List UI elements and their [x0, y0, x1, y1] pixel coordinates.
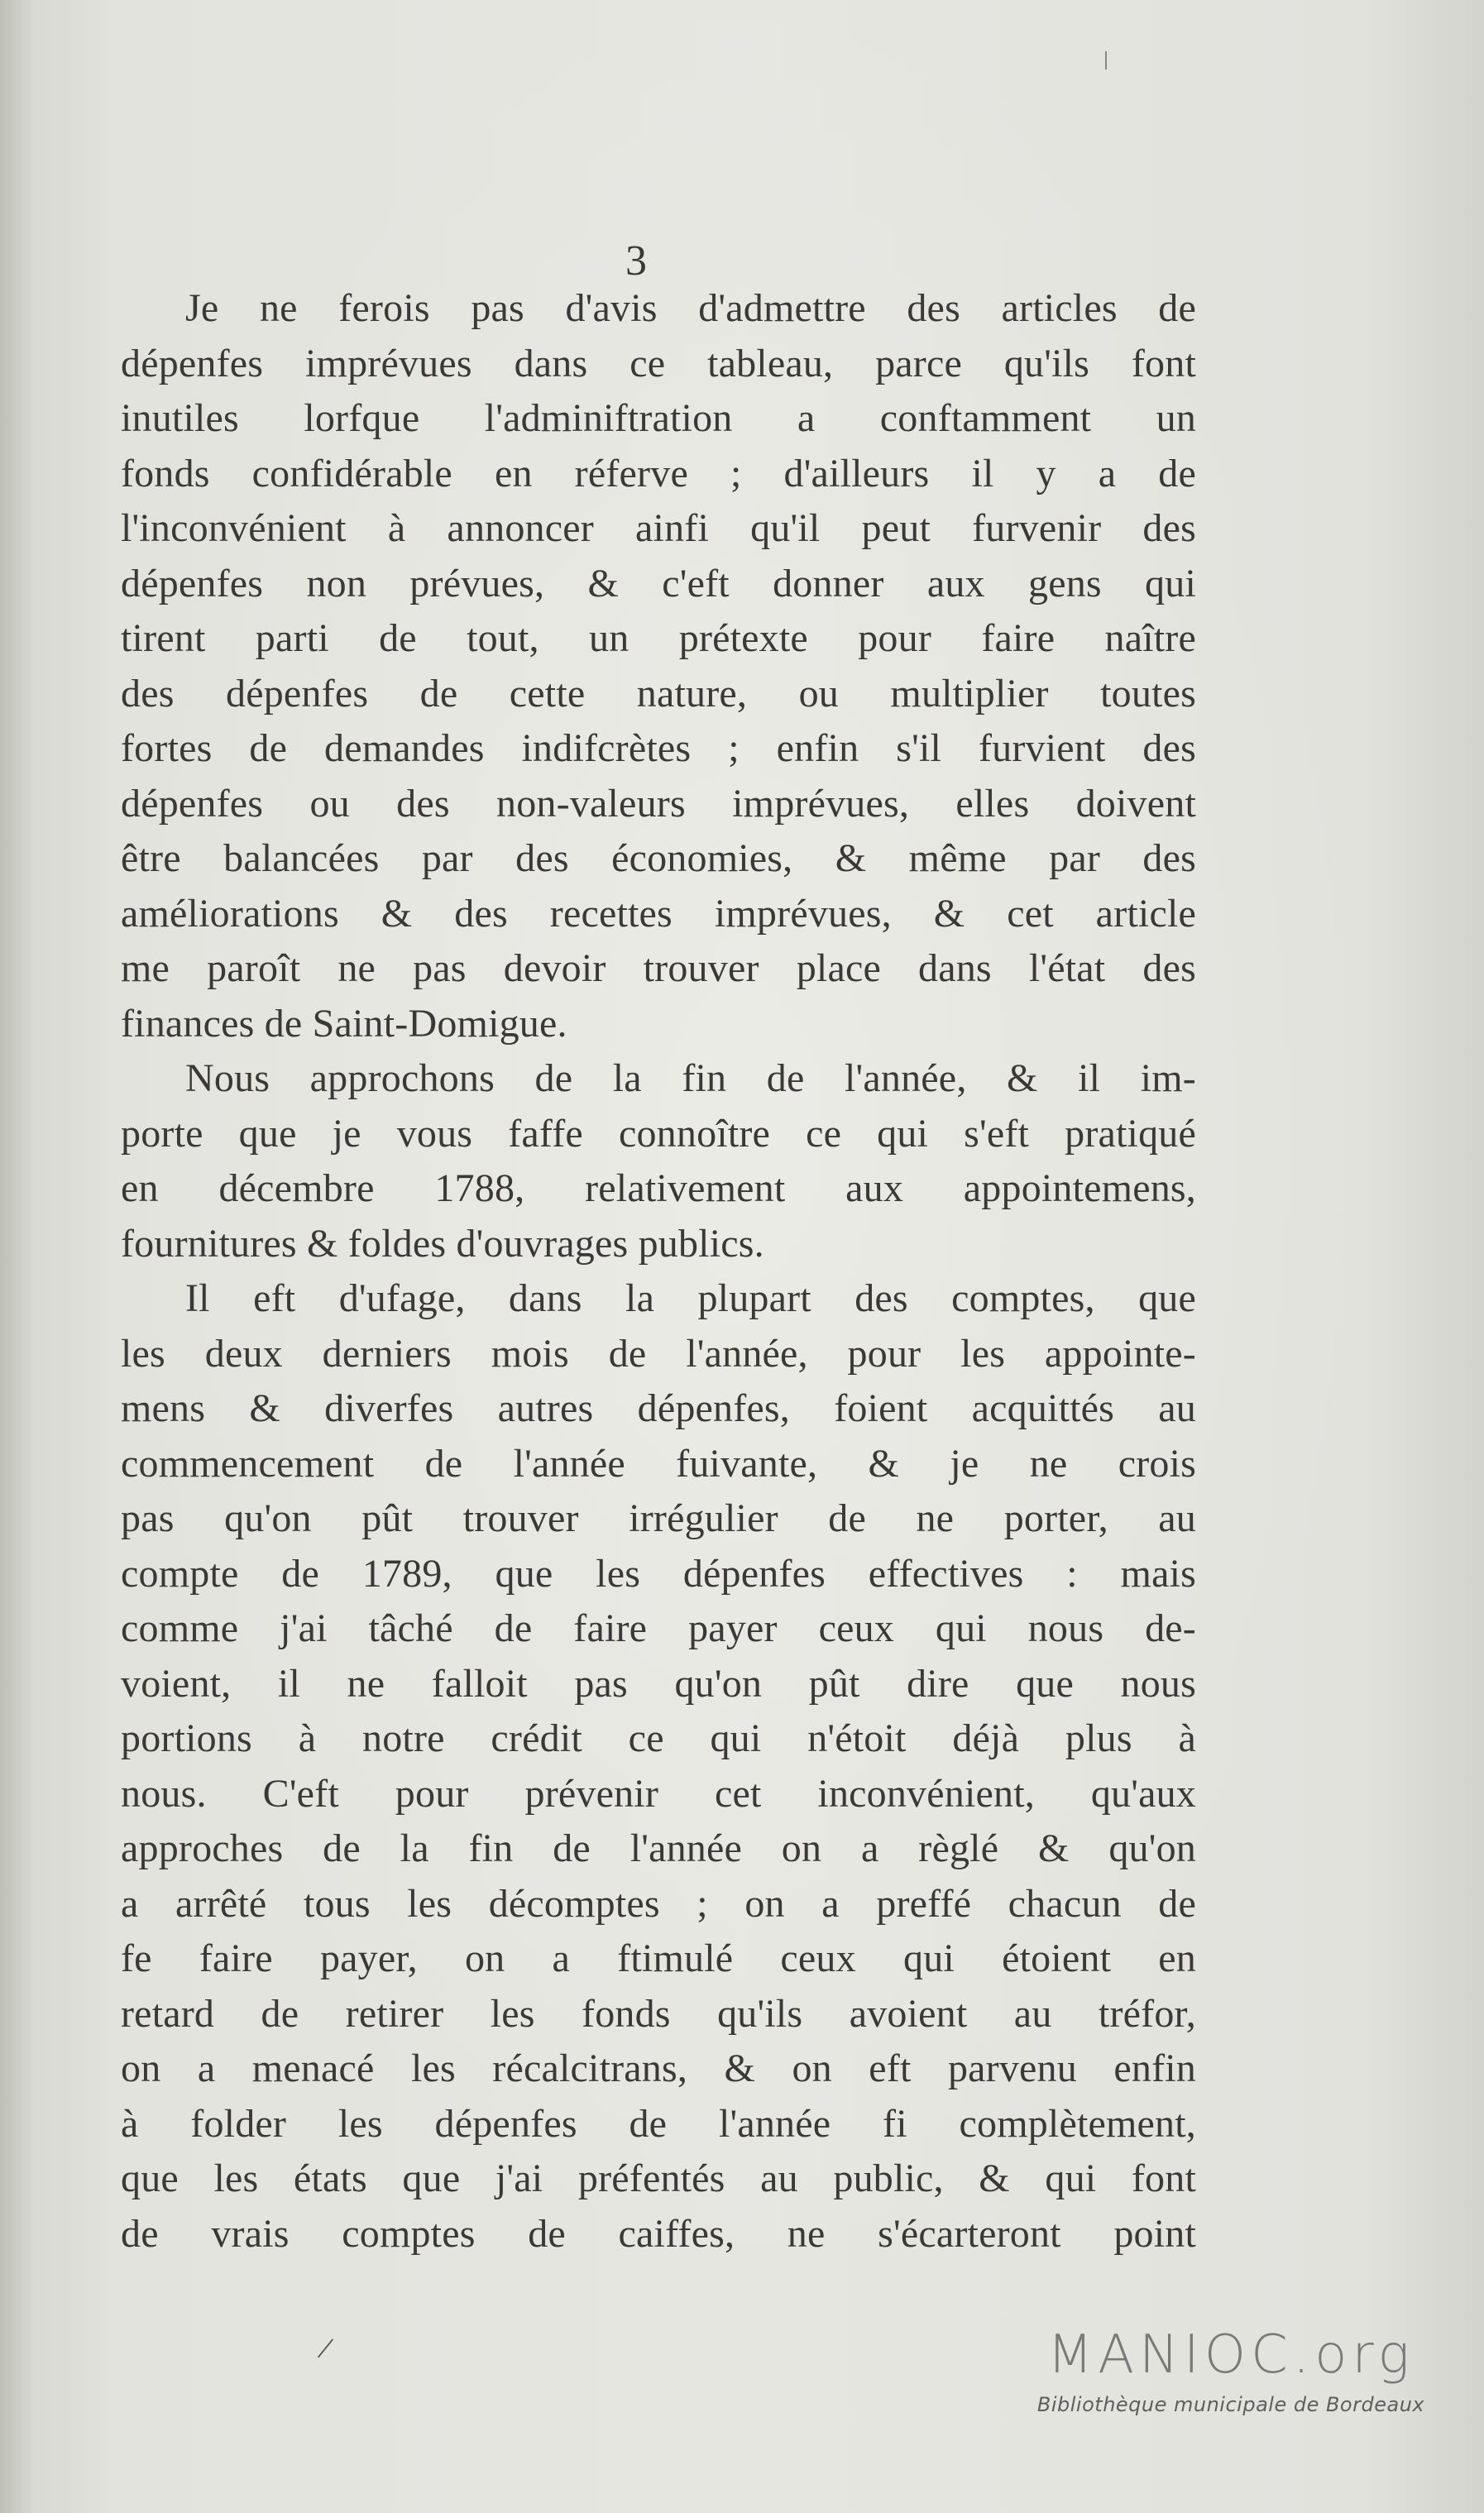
text-line: Je ne ferois pas d'avis d'admettre des articles de	[185, 286, 1196, 330]
text-line: porte que je vous faffe connoître ce qui s'eft pratiqué	[121, 1111, 1196, 1156]
text-line: inutiles lorfque l'adminiftration a conftamment un	[121, 396, 1196, 440]
text-line: finances de Saint-Domigue.	[121, 1001, 567, 1046]
body-text	[121, 281, 1196, 2262]
text-line: en décembre 1788, relativement aux appointemens,	[121, 1166, 1196, 1210]
text-line: les deux derniers mois de l'année, pour les appointe-	[121, 1331, 1196, 1376]
watermark	[1016, 2324, 1446, 2416]
page-spine-shadow	[0, 0, 33, 2513]
text-line: l'inconvénient à annoncer ainfi qu'il peut furvenir des	[121, 506, 1196, 550]
text-line: on a menacé les récalcitrans, & on eft parvenu enfin	[121, 2046, 1196, 2090]
text-line: retard de retirer les fonds qu'ils avoient au tréfor,	[121, 1991, 1196, 2036]
text-line: pas qu'on pût trouver irrégulier de ne porter, au	[121, 1496, 1196, 1540]
page-number: 3	[625, 237, 647, 285]
text-line: fournitures & foldes d'ouvrages publics.	[121, 1221, 764, 1266]
text-line: compte de 1789, que les dépenfes effectives : mais	[121, 1551, 1196, 1596]
text-line: nous. C'eft pour prévenir cet inconvénient, qu'aux	[121, 1771, 1196, 1816]
text-line: améliorations & des recettes imprévues, & cet article	[121, 891, 1196, 936]
text-line: me paroît ne pas devoir trouver place dans l'état des	[121, 946, 1196, 990]
text-line: voient, il ne falloit pas qu'on pût dire que nous	[121, 1661, 1196, 1706]
text-line: mens & diverfes autres dépenfes, foient acquittés au	[121, 1386, 1196, 1430]
text-line: des dépenfes de cette nature, ou multiplier toutes	[121, 671, 1196, 716]
text-line: comme j'ai tâché de faire payer ceux qui nous de-	[121, 1606, 1196, 1650]
text-line: de vrais comptes de caiffes, ne s'écarteront point	[121, 2211, 1196, 2256]
text-line: fe faire payer, on a ftimulé ceux qui étoient en	[121, 1936, 1196, 1980]
text-line: commencement de l'année fuivante, & je ne crois	[121, 1441, 1196, 1486]
text-line: portions à notre crédit ce qui n'étoit déjà plus à	[121, 1716, 1196, 1760]
text-line: Il eft d'ufage, dans la plupart des comptes, que	[185, 1276, 1196, 1320]
text-line: fonds confidérable en réferve ; d'ailleurs il y a de	[121, 451, 1196, 495]
text-line: fortes de demandes indifcrètes ; enfin s'il furvient des	[121, 726, 1196, 770]
text-line: à folder les dépenfes de l'année fi complètement,	[121, 2101, 1196, 2146]
text-line: a arrêté tous les décomptes ; on a preffé chacun de	[121, 1881, 1196, 1926]
text-line: dépenfes imprévues dans ce tableau, parce qu'ils font	[121, 341, 1196, 385]
text-line: dépenfes ou des non-valeurs imprévues, elles doivent	[121, 781, 1196, 826]
watermark-logo: MANIOC.org	[1047, 2324, 1415, 2386]
text-line: que les états que j'ai préfentés au public, & qui font	[121, 2156, 1196, 2200]
text-line: tirent parti de tout, un prétexte pour faire naître	[121, 616, 1196, 660]
paper-mark	[1105, 51, 1107, 69]
text-line: approches de la fin de l'année on a règlé & qu'on	[121, 1826, 1196, 1870]
text-line: être balancées par des économies, & même par des	[121, 836, 1196, 880]
ink-mark: /	[314, 2329, 337, 2367]
text-line: dépenfes non prévues, & c'eft donner aux gens qui	[121, 561, 1196, 606]
text-line: Nous approchons de la fin de l'année, & il im-	[185, 1056, 1196, 1100]
watermark-subtitle: Bibliothèque municipale de Bordeaux	[1036, 2393, 1425, 2416]
